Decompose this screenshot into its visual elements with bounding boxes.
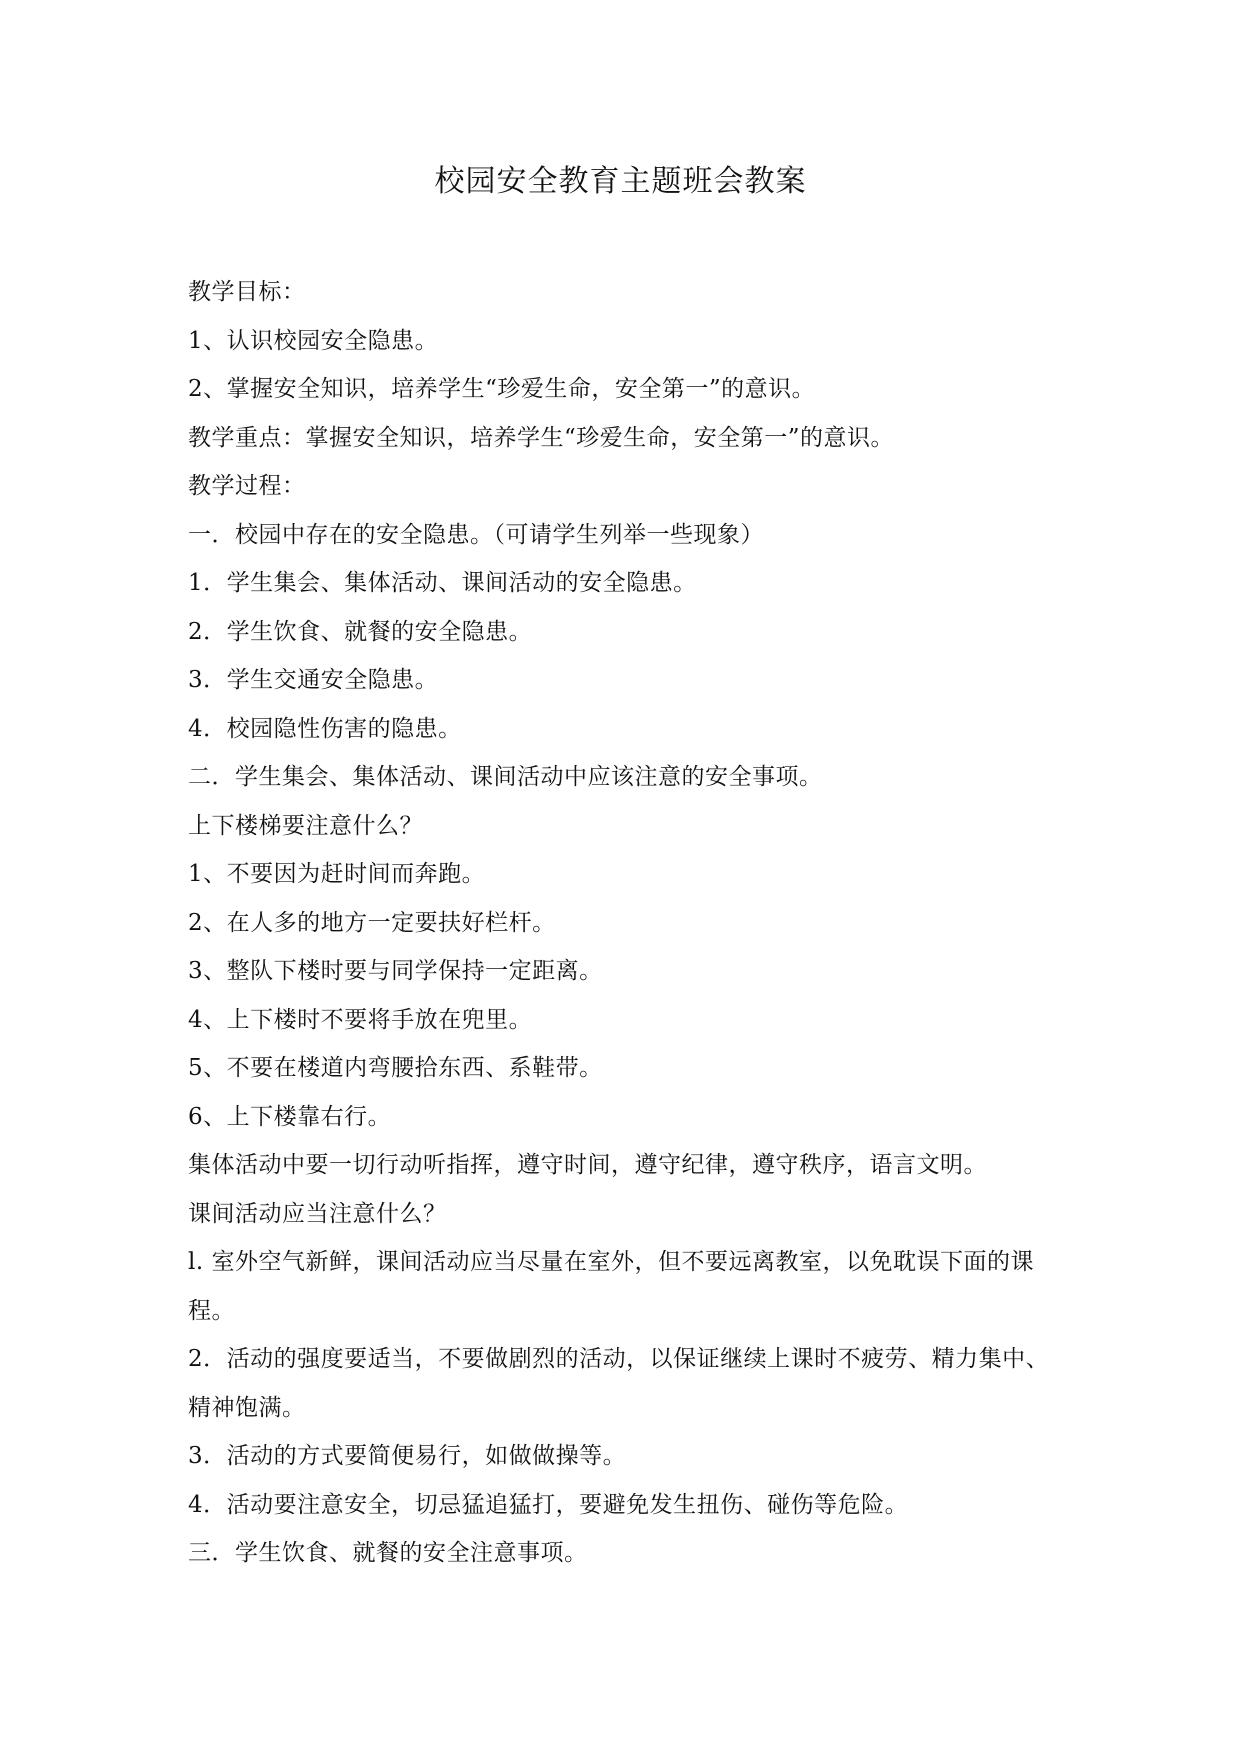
paragraph: 4、上下楼时不要将手放在兜里。 [188,1006,533,1033]
paragraph: 课间活动应当注意什么？ [188,1200,447,1227]
paragraph: 3．活动的方式要简便易行，如做做操等。 [188,1443,627,1469]
paragraph: 2．学生饮食、就餐的安全隐患。 [188,618,533,645]
paragraph: 2、掌握安全知识，培养学生“珍爱生命，安全第一”的意识。 [188,376,816,402]
paragraph: 6、上下楼靠右行。 [188,1103,392,1130]
paragraph: 三．学生饮食、就餐的安全注意事项。 [188,1540,588,1566]
paragraph: 一．校园中存在的安全隐患。（可请学生列举一些现象） [188,521,764,548]
paragraph: 2．活动的强度要适当，不要做剧烈的活动，以保证继续上课时不疲劳、精力集中、精神饱满。 [188,1346,1050,1421]
paragraph: 二．学生集会、集体活动、课间活动中应该注意的安全事项。 [188,764,823,790]
paragraph: 4．校园隐性伤害的隐患。 [188,715,462,742]
paragraph: 1．学生集会、集体活动、课间活动的安全隐患。 [188,570,697,596]
paragraph: 4．活动要注意安全，切忌猛追猛打，要避免发生扭伤、碰伤等危险。 [188,1491,909,1518]
paragraph: 上下楼梯要注意什么？ [188,812,423,839]
paragraph: 2、在人多的地方一定要扶好栏杆。 [188,909,556,936]
paragraph: 1、认识校园安全隐患。 [188,327,439,354]
paragraph: 3．学生交通安全隐患。 [188,667,439,693]
paragraph: 3、整队下楼时要与同学保持一定距离。 [188,958,603,984]
paragraph: l. 室外空气新鲜，课间活动应当尽量在室外，但不要远离教室，以免耽误下面的课程。 [188,1249,1034,1324]
paragraph: 教学目标： [188,279,306,305]
paragraph: 5、不要在楼道内弯腰拾东西、系鞋带。 [188,1055,603,1081]
paragraph: 集体活动中要一切行动听指挥，遵守时间，遵守纪律，遵守秩序，语言文明。 [188,1152,987,1178]
document-body [188,268,1056,1578]
paragraph: 教学过程： [188,473,306,499]
paragraph: 1、不要因为赶时间而奔跑。 [188,861,486,887]
document-title: 校园安全教育主题班会教案 [434,164,807,199]
paragraph: 教学重点：掌握安全知识，培养学生“珍爱生命，安全第一”的意识。 [188,424,895,451]
